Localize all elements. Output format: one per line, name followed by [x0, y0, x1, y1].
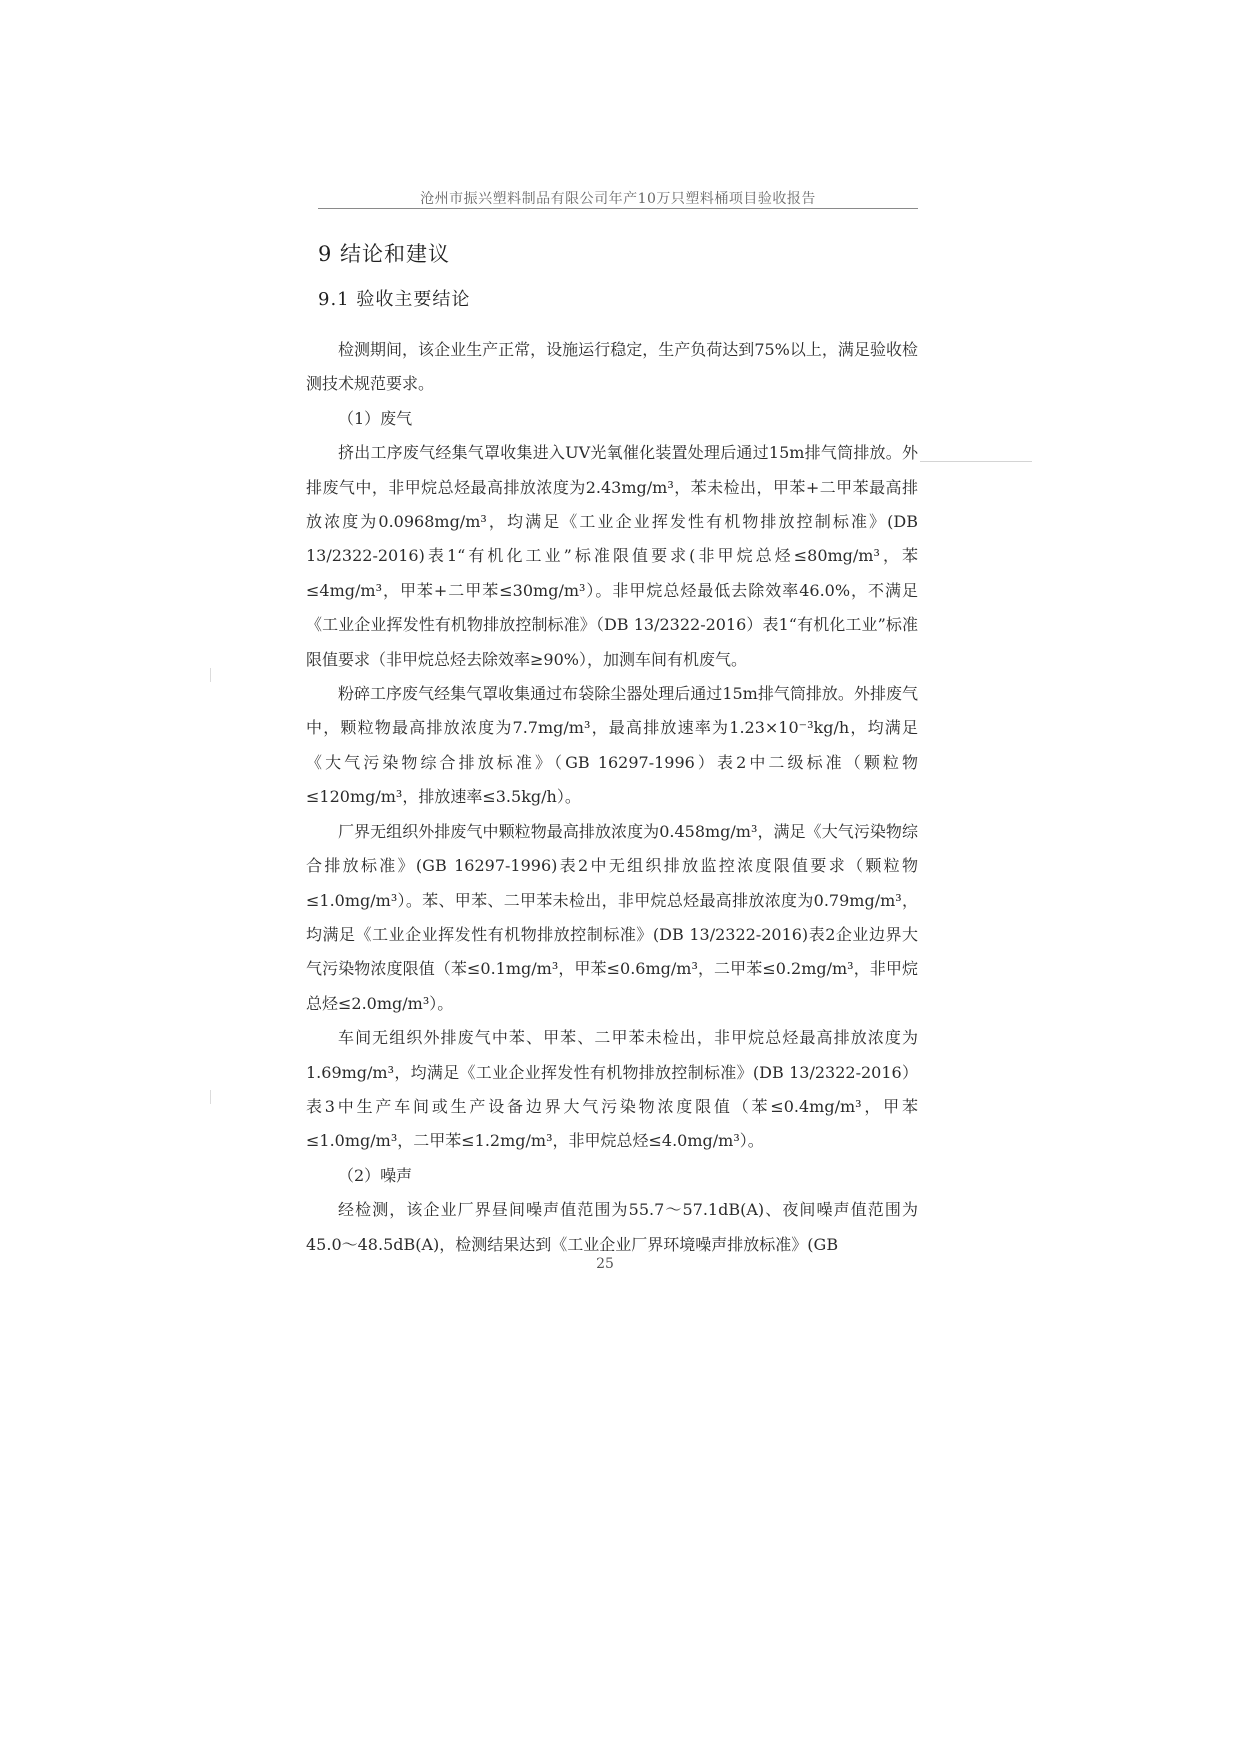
body-text	[306, 333, 918, 1262]
margin-mark	[210, 1090, 211, 1104]
paragraph-workshop: 车间无组织外排废气中苯、甲苯、二甲苯未检出，非甲烷总烃最高排放浓度为1.69mg/m³，均满足《工业企业挥发性有机物排放控制标准》(DB 13/2322-2016）表3中生产车间或生产设备边界大气污染物浓度限值（苯≤0.4mg/m³，甲苯≤1.0mg/m³，二甲苯≤1.2mg/m³，非甲烷总烃≤4.0mg/m³）。	[306, 1028, 918, 1151]
paragraph-noise: 经检测，该企业厂界昼间噪声值范围为55.7～57.1dB(A)、夜间噪声值范围为45.0～48.5dB(A)，检测结果达到《工业企业厂界环境噪声排放标准》(GB	[306, 1200, 918, 1254]
page-number: 25	[596, 1256, 614, 1272]
paragraph-boundary: 厂界无组织外排废气中颗粒物最高排放浓度为0.458mg/m³，满足《大气污染物综合排放标准》(GB 16297-1996)表2中无组织排放监控浓度限值要求（颗粒物≤1.0mg/m³）。苯、甲苯、二甲苯未检出，非甲烷总烃最高排放浓度为0.79mg/m³，均满足《工业企业挥发性有机物排放控制标准》(DB 13/2322-2016)表2企业边界大气污染物浓度限值（苯≤0.1mg/m³，甲苯≤0.6mg/m³，二甲苯≤0.2mg/m³，非甲烷总烃≤2.0mg/m³）。	[306, 821, 918, 1013]
paragraph-extrusion: 挤出工序废气经集气罩收集进入UV光氧催化装置处理后通过15m排气筒排放。外排废气中，非甲烷总烃最高排放浓度为2.43mg/m³，苯未检出，甲苯+二甲苯最高排放浓度为0.0968mg/m³，均满足《工业企业挥发性有机物排放控制标准》(DB 13/2322-2016)表1“有机化工业”标准限值要求(非甲烷总烃≤80mg/m³，苯≤4mg/m³，甲苯+二甲苯≤30mg/m³）。非甲烷总烃最低去除效率46.0%，不满足《工业企业挥发性有机物排放控制标准》（DB 13/2322-2016）表1“有机化工业”标准限值要求（非甲烷总烃去除效率≥90%），加测车间有机废气。	[306, 443, 918, 669]
paragraph-crushing: 粉碎工序废气经集气罩收集通过布袋除尘器处理后通过15m排气筒排放。外排废气中，颗粒物最高排放浓度为7.7mg/m³，最高排放速率为1.23×10⁻³kg/h，均满足《大气污染物综合排放标准》（GB 16297-1996）表2中二级标准（颗粒物≤120mg/m³，排放速率≤3.5kg/h）。	[306, 684, 918, 807]
running-header: 沧州市振兴塑料制品有限公司年产10万只塑料桶项目验收报告	[420, 191, 816, 207]
scan-artifact-line	[920, 461, 1032, 462]
subheading-noise: （2）噪声	[338, 1165, 413, 1185]
subheading-waste-gas: （1）废气	[338, 408, 413, 428]
section-title: 9 结论和建议	[318, 242, 451, 266]
subsection-title: 9.1 验收主要结论	[318, 289, 471, 310]
header-rule	[318, 208, 918, 209]
margin-mark	[210, 668, 211, 682]
paragraph-intro: 检测期间，该企业生产正常，设施运行稳定，生产负荷达到75%以上，满足验收检测技术规范要求。	[306, 340, 918, 394]
